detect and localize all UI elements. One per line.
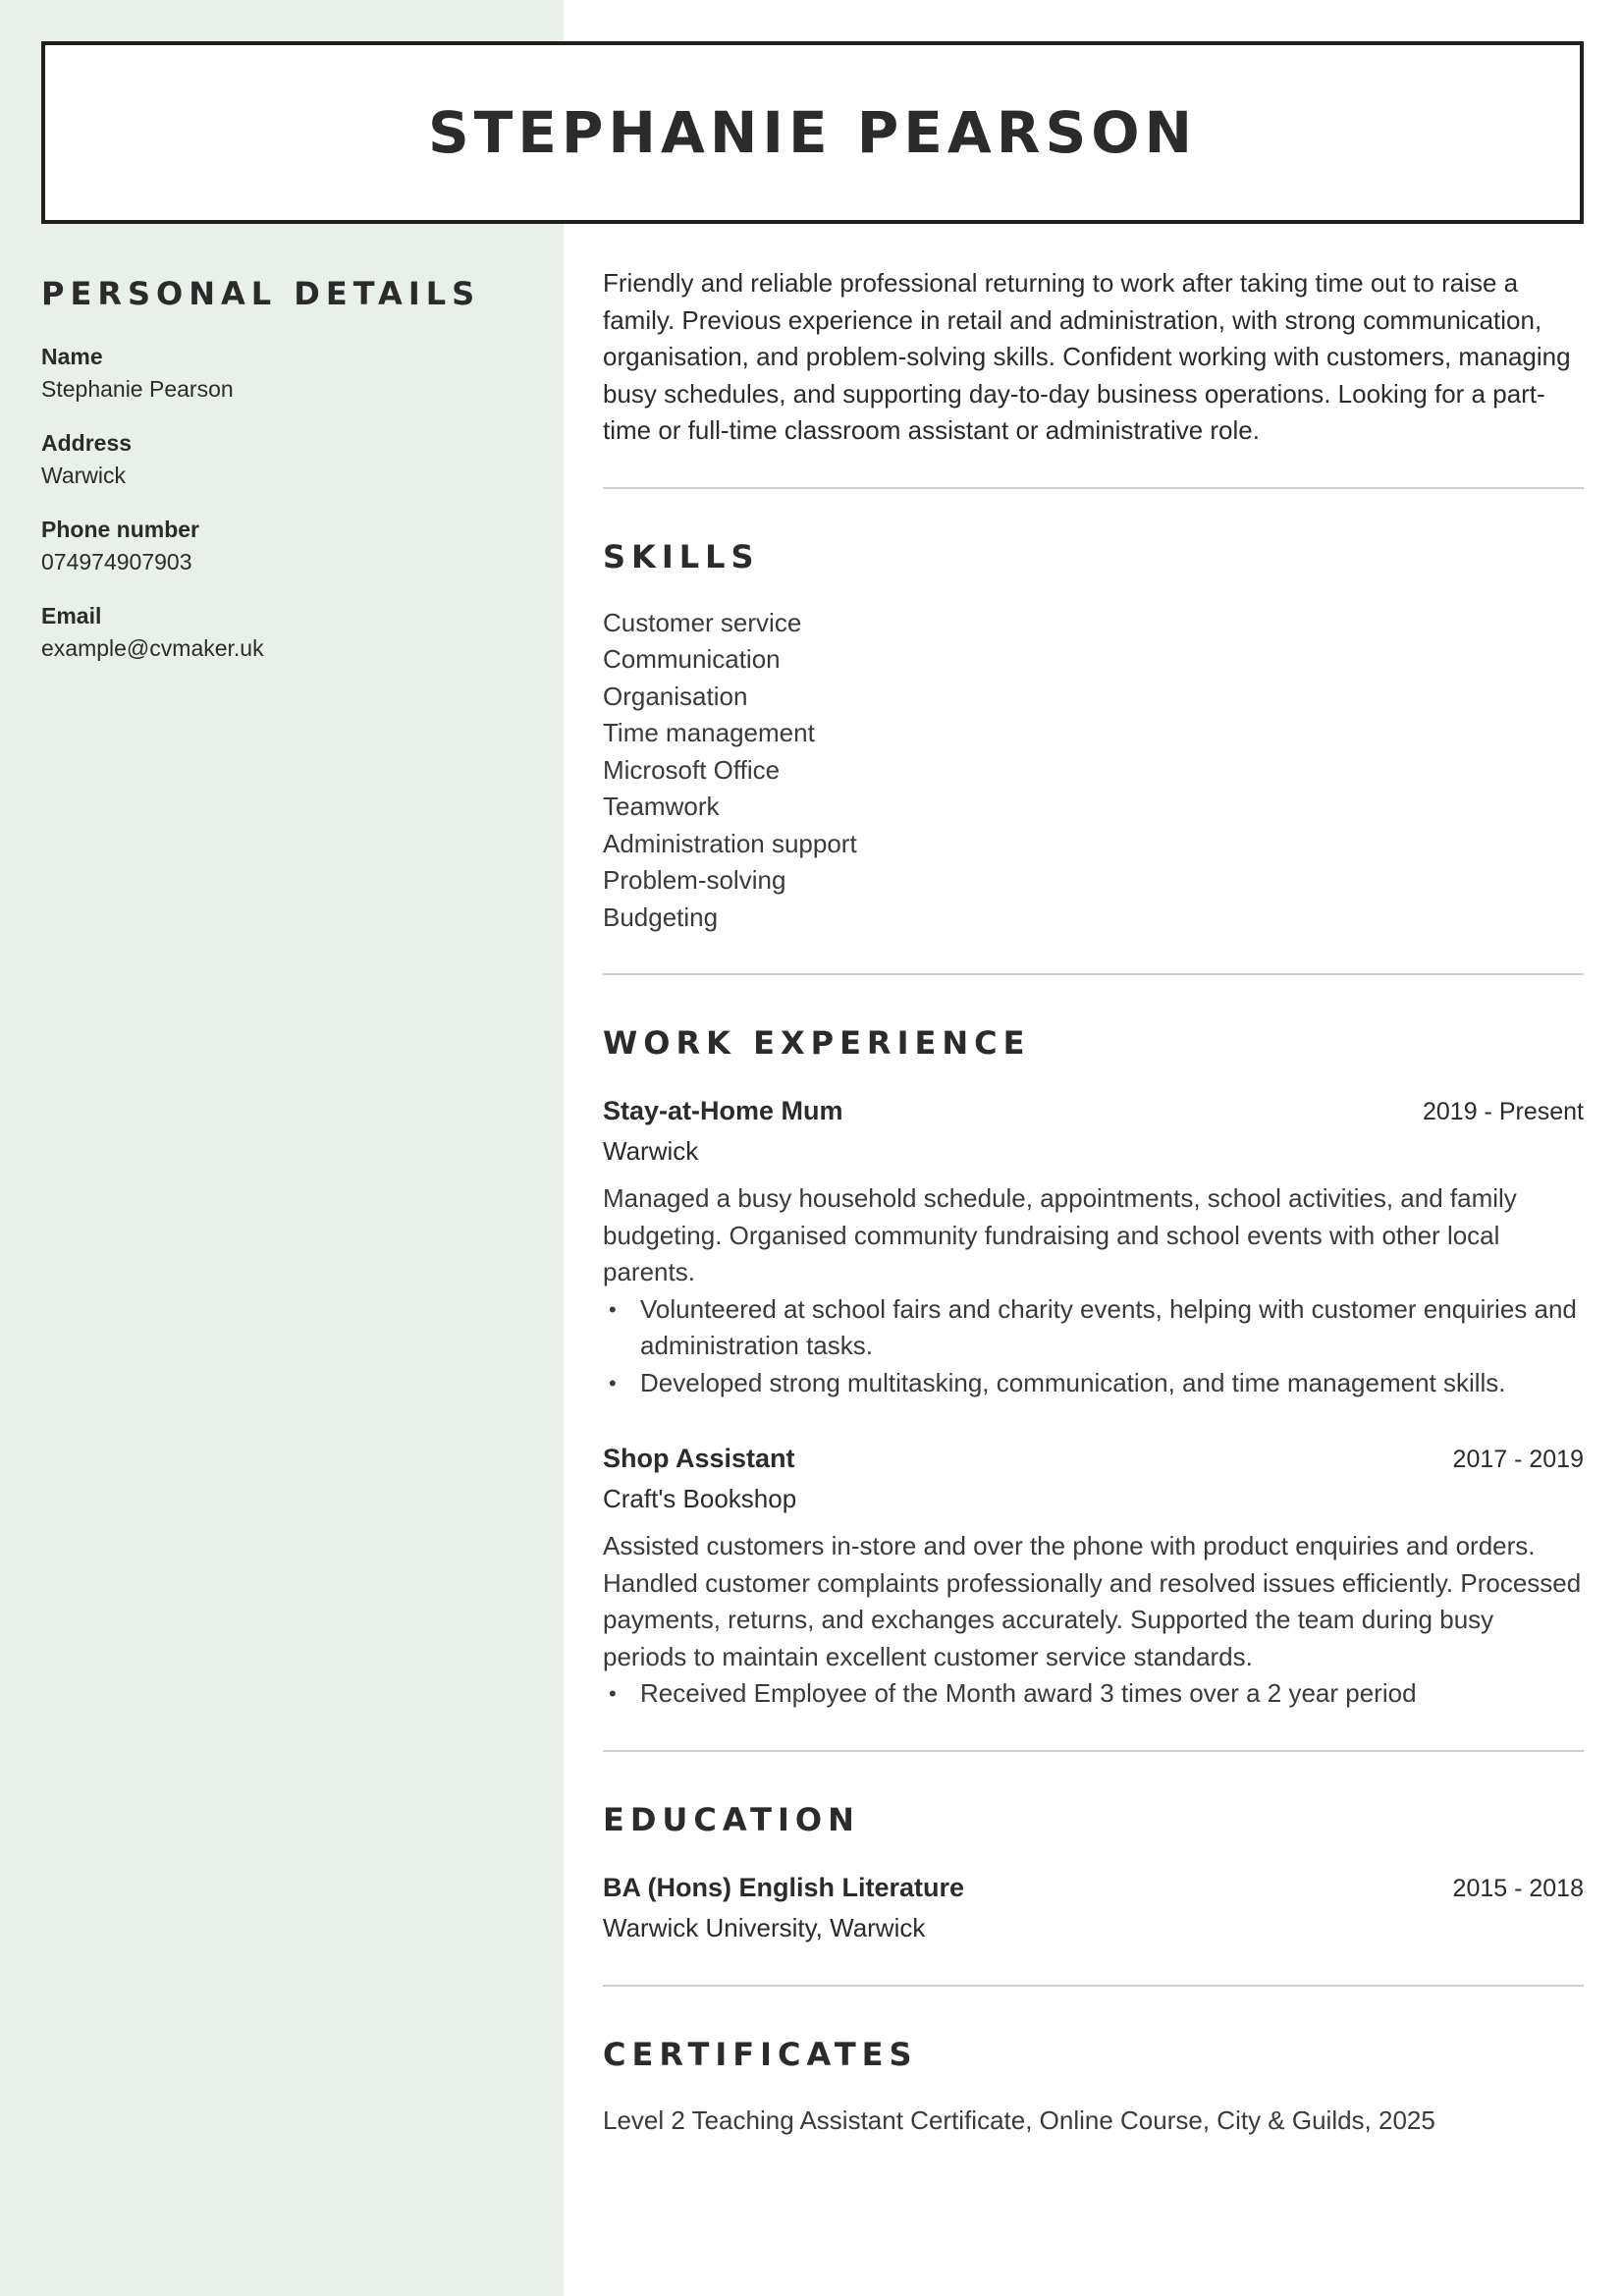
detail-name [41, 340, 532, 405]
section-divider [603, 1750, 1584, 1752]
certificates-section [603, 2036, 1584, 2140]
bullet-item: • Volunteered at school fairs and charity events, helping with customer enquiries and administration tasks. [603, 1291, 1584, 1365]
job-bullets [603, 1675, 1584, 1713]
detail-phone [41, 513, 532, 577]
personal-details-title: PERSONAL DETAILS [41, 275, 481, 312]
job-title: Stay-at-Home Mum [603, 1096, 843, 1125]
entry-header [603, 1091, 1584, 1131]
skill-item: Customer service [603, 607, 802, 637]
skill-item: Time management [603, 718, 815, 747]
detail-label: Email [41, 603, 102, 629]
education-entry [603, 1868, 1584, 1947]
job-employer: Craft's Bookshop [603, 1484, 797, 1513]
detail-value: Warwick [41, 463, 127, 488]
section-divider [603, 487, 1584, 489]
entry-header [603, 1439, 1584, 1479]
entry-header [603, 1868, 1584, 1908]
job-description: Assisted customers in-store and over the phone with product enquiries and orders. Handled customer complaints professionally and resolved issues efficiently. Processed payments, returns, and exchanges accurately. Supported the team during busy periods to maintain excellent customer service standards. [603, 1531, 1582, 1671]
section-divider [603, 973, 1584, 975]
bullet-item: • Developed strong multitasking, communication, and time management skills. [603, 1365, 1584, 1402]
profile-summary: Friendly and reliable professional returning to work after taking time out to raise a family. Previous experience in retail and administration, with strong communication, organisation, and problem-solving skills. Confident working with customers, managing busy schedules, and supporting day-to-day business operations. Looking for a part-time or full-time classroom assistant or administrative role. [603, 268, 1571, 445]
personal-details-section [41, 275, 532, 685]
job-bullets [603, 1291, 1584, 1402]
skills-list [603, 605, 1584, 937]
skills-title: SKILLS [603, 537, 760, 575]
job-title: Shop Assistant [603, 1444, 795, 1473]
main-column [603, 265, 1584, 2139]
skill-item: Budgeting [603, 902, 719, 932]
skill-item: Administration support [603, 828, 857, 858]
work-experience-section [603, 1024, 1584, 1713]
detail-email [41, 599, 532, 664]
job-dates: 2019 - Present [1423, 1098, 1584, 1125]
detail-label: Phone number [41, 517, 200, 542]
skill-item: Communication [603, 644, 781, 674]
detail-label: Name [41, 344, 103, 369]
skill-item: Organisation [603, 681, 748, 711]
bullet-item: • Received Employee of the Month award 3 times over a 2 year period [603, 1675, 1584, 1713]
detail-value: 074974907903 [41, 549, 192, 574]
detail-label: Address [41, 430, 133, 456]
skill-item: Problem-solving [603, 865, 786, 895]
job-location: Warwick [603, 1136, 699, 1166]
certificate-item: Level 2 Teaching Assistant Certificate, Online Course, City & Guilds, 2025 [603, 2105, 1435, 2135]
skill-item: Teamwork [603, 792, 720, 821]
degree-title: BA (Hons) English Literature [603, 1872, 965, 1902]
certificates-title: CERTIFICATES [603, 2035, 918, 2073]
name-header [41, 41, 1584, 224]
skills-section [603, 538, 1584, 937]
education-title: EDUCATION [603, 1800, 860, 1838]
work-entry [603, 1091, 1584, 1401]
skill-item: Microsoft Office [603, 754, 781, 785]
work-experience-title: WORK EXPERIENCE [603, 1024, 1031, 1062]
detail-value: example@cvmaker.uk [41, 635, 264, 661]
detail-value: Stephanie Pearson [41, 376, 234, 402]
work-entry [603, 1439, 1584, 1713]
education-section [603, 1801, 1584, 1947]
job-description: Managed a busy household schedule, appointments, school activities, and family budgeting. Organised community fundraising and school events with other local parents. [603, 1183, 1517, 1286]
detail-address [41, 426, 532, 491]
job-dates: 2017 - 2019 [1452, 1446, 1584, 1473]
page-title: STEPHANIE PEARSON [427, 99, 1198, 166]
institution: Warwick University, Warwick [603, 1912, 926, 1942]
section-divider [603, 1985, 1584, 1987]
degree-dates: 2015 - 2018 [1452, 1874, 1584, 1902]
